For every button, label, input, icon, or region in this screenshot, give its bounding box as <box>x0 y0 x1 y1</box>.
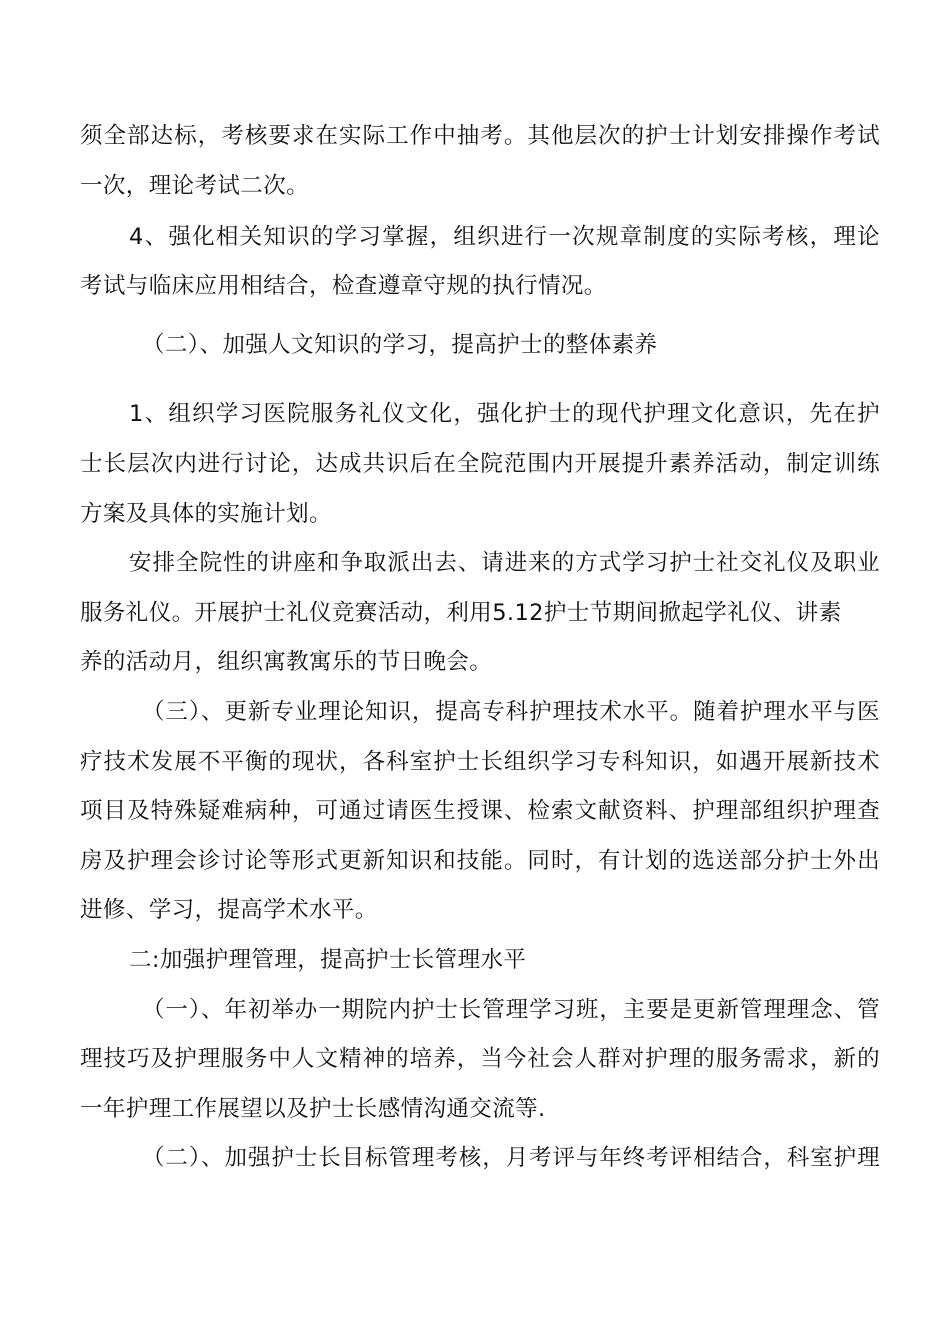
text-line: 项目及特殊疑难病种，可通过请医生授课、检索文献资料、护理部组织护理查 <box>80 798 880 824</box>
text-line: 4、强化相关知识的学习掌握，组织进行一次规章制度的实际考核，理论 <box>129 224 880 250</box>
text-line: 安排全院性的讲座和争取派出去、请进来的方式学习护士社交礼仪及职业 <box>129 550 880 576</box>
text-line: 服务礼仪。开展护士礼仪竞赛活动，利用5.12护士节期间掀起学礼仪、讲素 <box>80 600 842 626</box>
section-heading: 二:加强护理管理，提高护士长管理水平 <box>129 947 527 973</box>
text-line: 理技巧及护理服务中人文精神的培养，当今社会人群对护理的服务需求，新的 <box>80 1046 880 1072</box>
text-line: （二）、加强护士长目标管理考核，月考评与年终考评相结合，科室护理 <box>142 1145 880 1171</box>
text-line: （一）、年初举办一期院内护士长管理学习班，主要是更新管理理念、管 <box>142 997 880 1023</box>
text-line: 养的活动月，组织寓教寓乐的节日晚会。 <box>80 649 493 675</box>
text-line: 士长层次内进行讨论，达成共识后在全院范围内开展提升素养活动，制定训练 <box>80 451 880 477</box>
text-line: 考试与临床应用相结合，检查遵章守规的执行情况。 <box>80 273 607 299</box>
text-line: 一年护理工作展望以及护士长感情沟通交流等. <box>80 1096 546 1122</box>
text-line: 须全部达标，考核要求在实际工作中抽考。其他层次的护士计划安排操作考试 <box>80 123 880 149</box>
text-line: 房及护理会诊讨论等形式更新知识和技能。同时，有计划的选送部分护士外出 <box>80 848 880 874</box>
text-line: 一次，理论考试二次。 <box>80 173 310 199</box>
text-line: 1、组织学习医院服务礼仪文化，强化护士的现代护理文化意识，先在护 <box>129 401 880 427</box>
text-line: 疗技术发展不平衡的现状，各科室护士长组织学习专科知识，如遇开展新技术 <box>80 749 880 775</box>
text-line: 进修、学习，提高学术水平。 <box>80 897 378 923</box>
text-line: 方案及具体的实施计划。 <box>80 501 332 527</box>
text-line: （三）、更新专业理论知识，提高专科护理技术水平。随着护理水平与医 <box>142 699 880 725</box>
section-heading: （二）、加强人文知识的学习，提高护士的整体素养 <box>142 332 658 358</box>
